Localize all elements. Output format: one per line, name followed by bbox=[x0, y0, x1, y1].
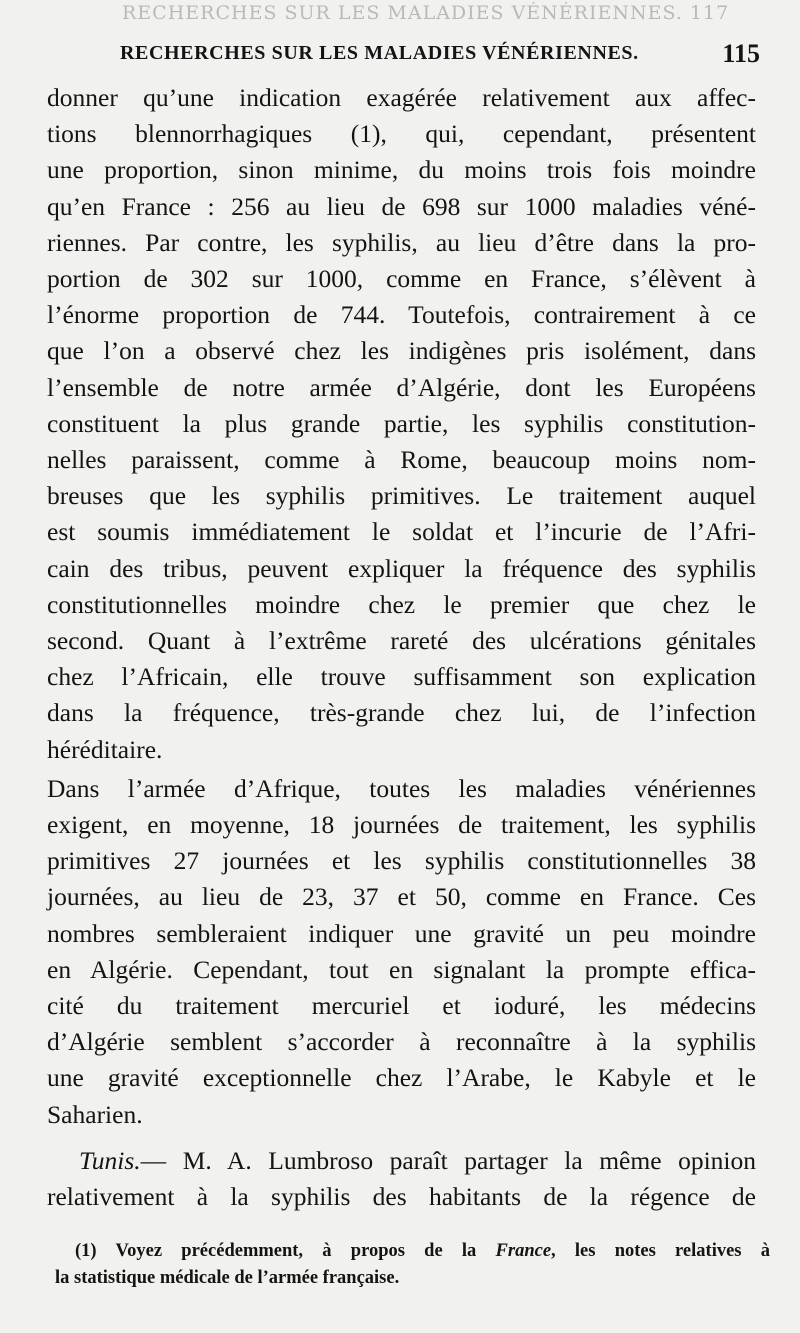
text-line: en Algérie. Cependant, tout en signalant la prompte effica- bbox=[47, 954, 756, 984]
page-number: 115 bbox=[722, 39, 760, 68]
footnote-line bbox=[55, 1238, 770, 1265]
footnote-prefix: (1) Voyez précédemment, à propos de la bbox=[75, 1241, 496, 1261]
text-line: second. Quant à l’extrême rareté des ulcérations génitales bbox=[47, 626, 756, 656]
text-line: nelles paraissent, comme à Rome, beaucoup moins nom- bbox=[47, 445, 756, 475]
text-line: dans la fréquence, très-grande chez lui, de l’infection bbox=[47, 698, 756, 728]
paragraph-armee-afrique bbox=[47, 771, 756, 1133]
text-line: l’énorme proportion de 744. Toutefois, contrairement à ce bbox=[47, 300, 756, 330]
text-line bbox=[47, 1143, 756, 1179]
body-text bbox=[47, 80, 756, 1215]
footnote-suffix: , les notes relatives à bbox=[551, 1241, 770, 1261]
text-line: une proportion, sinon minime, du moins trois fois moindre bbox=[47, 155, 756, 185]
bleed-through-header: RECHERCHES SUR LES MALADIES VÉNÉRIENNES. 117 bbox=[122, 2, 730, 24]
paragraph-tunis bbox=[47, 1143, 756, 1215]
text-line: relativement à la syphilis des habitants de la régence de bbox=[47, 1182, 756, 1212]
tunis-first-line: — M. A. Lumbroso paraît partager la même opinion bbox=[140, 1145, 756, 1175]
text-line: constituent la plus grande partie, les syphilis constitution- bbox=[47, 408, 756, 438]
text-line: nombres sembleraient indiquer une gravité un peu moindre bbox=[47, 918, 756, 948]
text-line: riennes. Par contre, les syphilis, au lieu d’être dans la pro- bbox=[47, 227, 756, 257]
running-header bbox=[112, 40, 772, 70]
text-line: est soumis immédiatement le soldat et l’incurie de l’Afri- bbox=[47, 517, 756, 547]
text-line: héréditaire. bbox=[47, 734, 163, 764]
footnote-italic-france: France bbox=[495, 1241, 552, 1261]
paragraph-algerie-statistics bbox=[47, 80, 756, 768]
text-line: cité du traitement mercuriel et ioduré, les médecins bbox=[47, 991, 756, 1021]
text-line: breuses que les syphilis primitives. Le traitement auquel bbox=[47, 481, 756, 511]
text-line: primitives 27 journées et les syphilis constitutionnelles 38 bbox=[47, 846, 756, 876]
text-line: que l’on a observé chez les indigènes pris isolément, dans bbox=[47, 336, 756, 366]
text-line: exigent, en moyenne, 18 journées de traitement, les syphilis bbox=[47, 810, 756, 840]
text-line: Dans l’armée d’Afrique, toutes les maladies vénériennes bbox=[47, 773, 756, 803]
tunis-label: Tunis. bbox=[79, 1145, 141, 1175]
text-line: une gravité exceptionnelle chez l’Arabe, le Kabyle et le bbox=[47, 1063, 756, 1093]
text-line: d’Algérie semblent s’accorder à reconnaître à la syphilis bbox=[47, 1027, 756, 1057]
running-title: RECHERCHES SUR LES MALADIES VÉNÉRIENNES. bbox=[120, 42, 639, 64]
text-line: chez l’Africain, elle trouve suffisamment son explication bbox=[47, 662, 756, 692]
text-line: l’ensemble de notre armée d’Algérie, dont les Européens bbox=[47, 372, 756, 402]
text-line: Saharien. bbox=[47, 1099, 143, 1129]
text-line: constitutionnelles moindre chez le premier que chez le bbox=[47, 589, 756, 619]
text-line: tions blennorrhagiques (1), qui, cependant, présentent bbox=[47, 119, 756, 149]
text-line: qu’en France : 256 au lieu de 698 sur 1000 maladies véné- bbox=[47, 191, 756, 221]
text-line: portion de 302 sur 1000, comme en France, s’élèvent à bbox=[47, 264, 756, 294]
text-line: donner qu’une indication exagérée relativement aux affec- bbox=[47, 83, 756, 112]
footnote bbox=[55, 1238, 770, 1292]
text-line: cain des tribus, peuvent expliquer la fréquence des syphilis bbox=[47, 553, 756, 583]
text-line: journées, au lieu de 23, 37 et 50, comme en France. Ces bbox=[47, 882, 756, 912]
footnote-line: la statistique médicale de l’armée française. bbox=[55, 1268, 400, 1288]
